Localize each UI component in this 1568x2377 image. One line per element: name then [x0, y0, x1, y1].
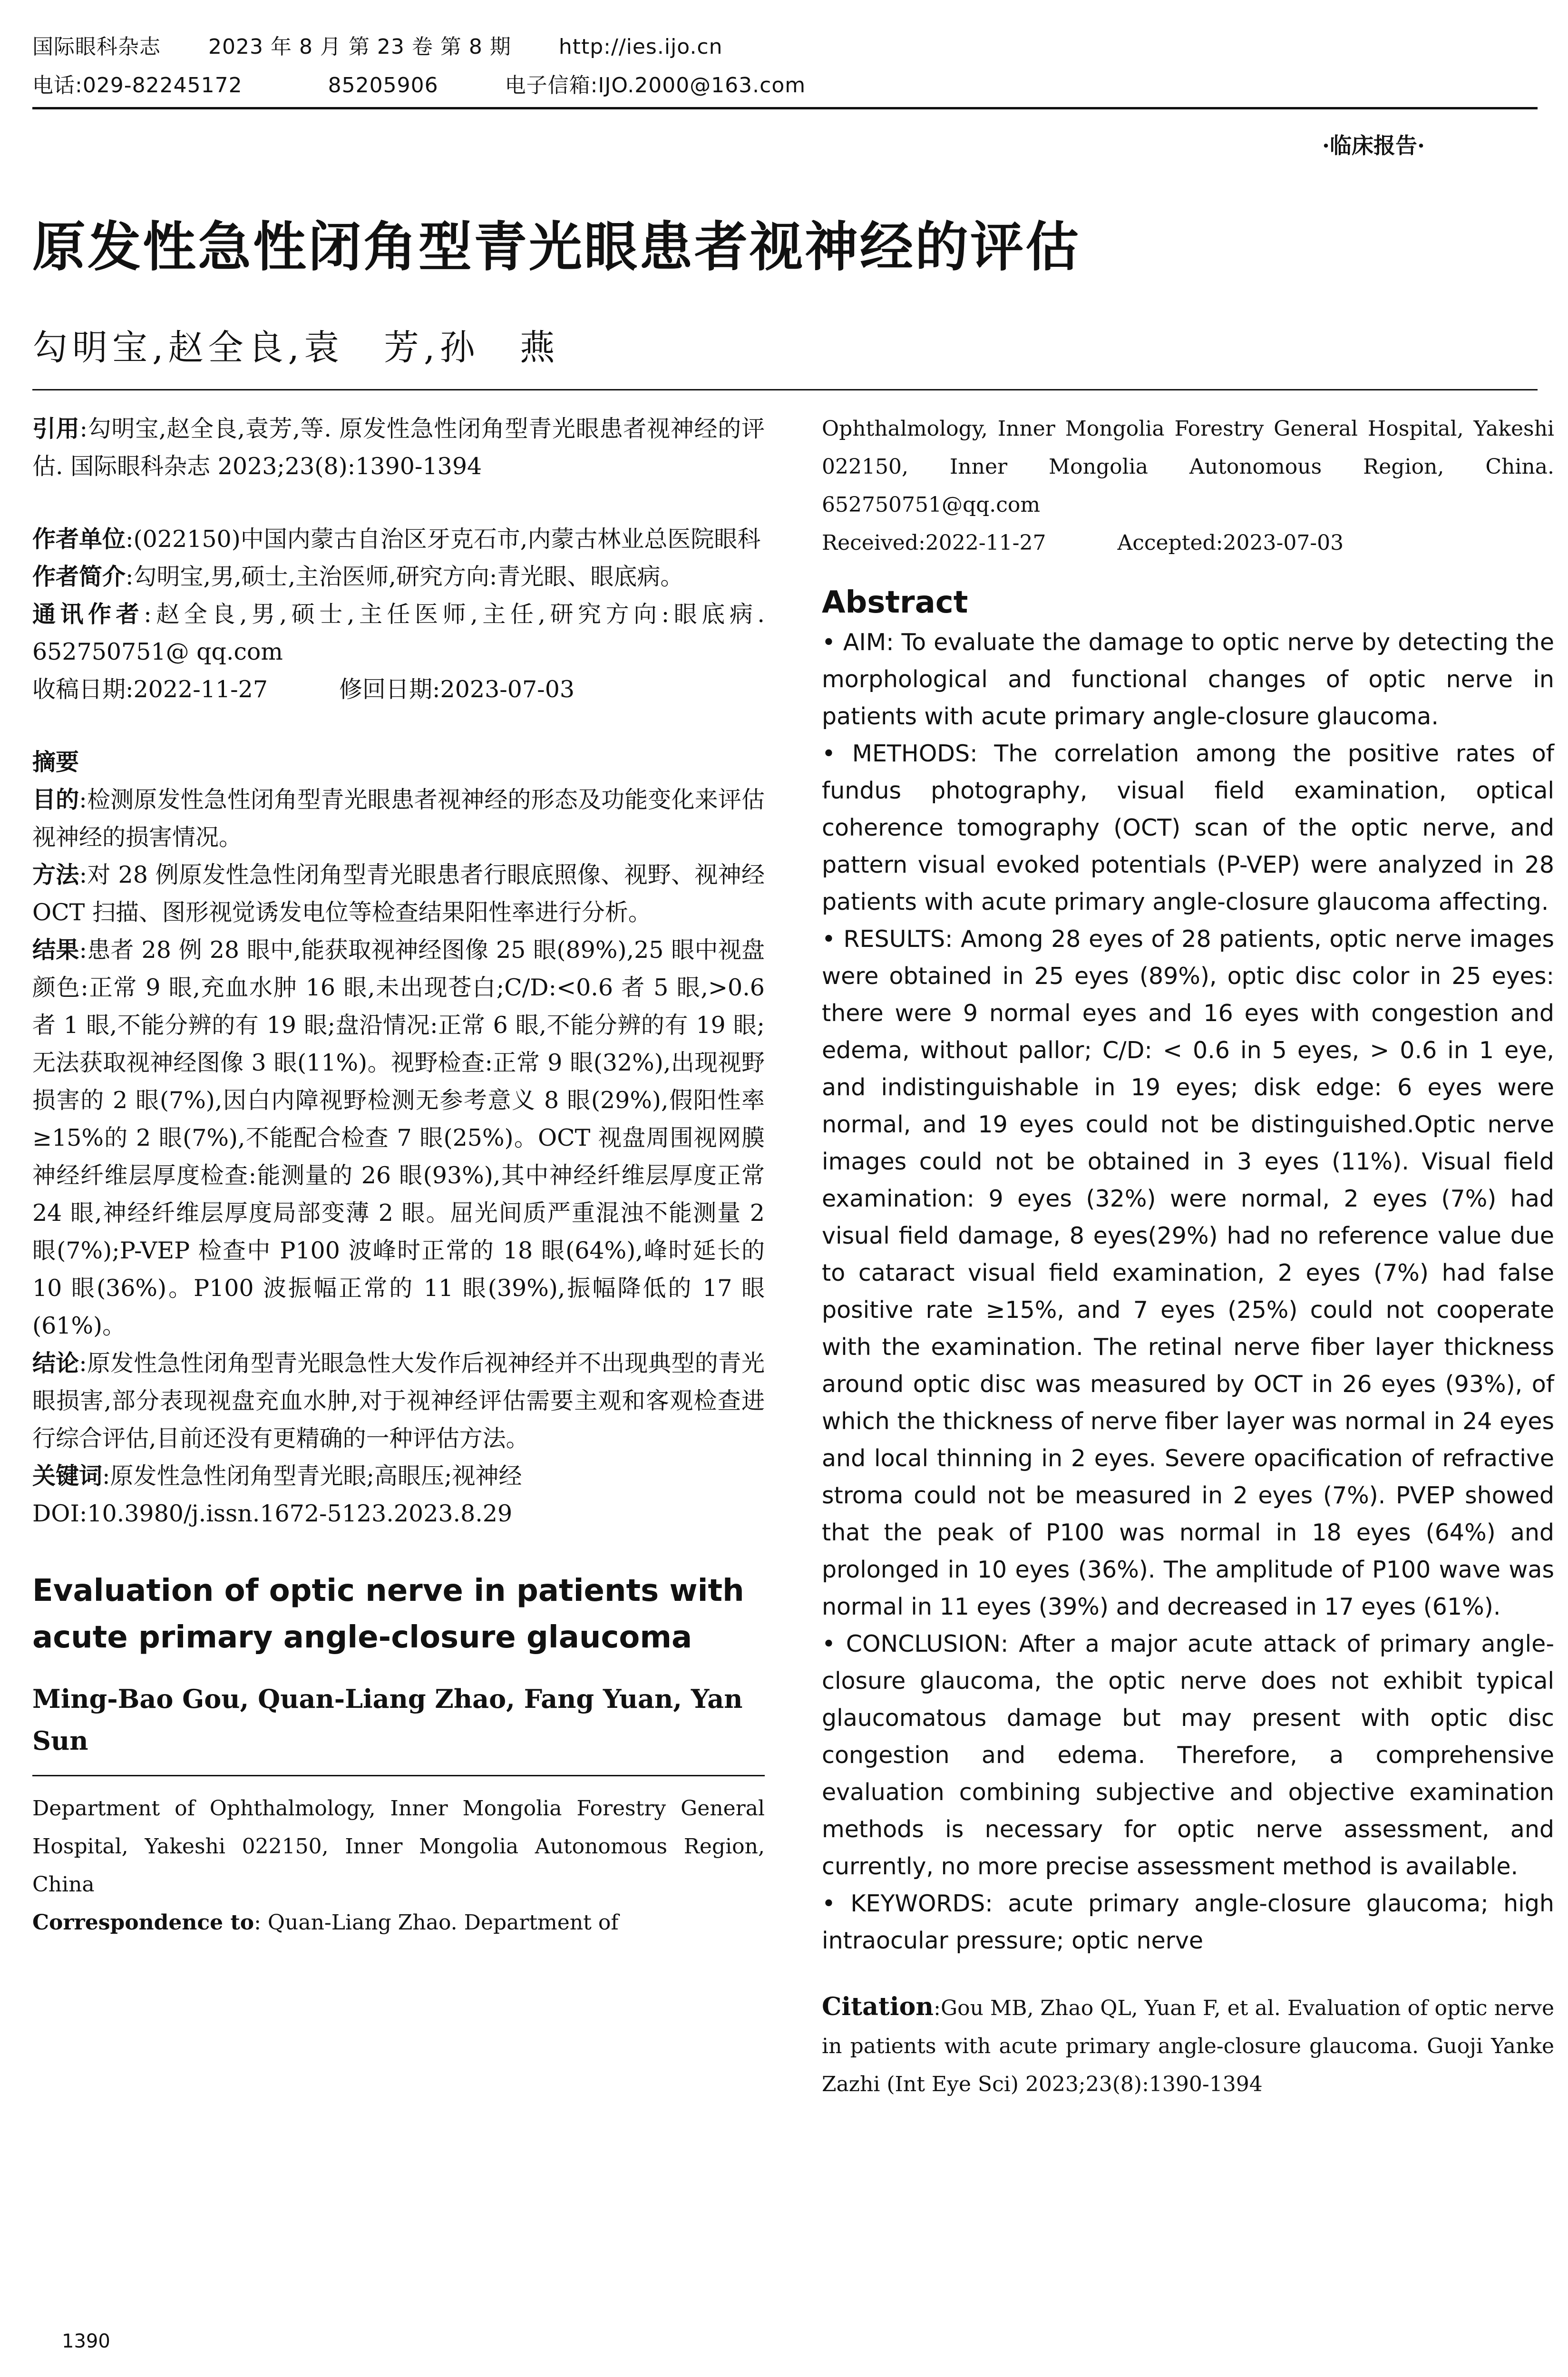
author-unit — [32, 520, 765, 558]
issue-info: 2023 年 8 月 第 23 卷 第 8 期 — [208, 35, 511, 59]
author-bio-label: 作者简介 — [32, 563, 126, 590]
en-accepted: Accepted:2023-07-03 — [1117, 531, 1344, 555]
cn-aim-text: :检测原发性急性闭角型青光眼患者视神经的形态及功能变化来评估视神经的损害情况。 — [32, 786, 765, 851]
author-unit-text: :(022150)中国内蒙古自治区牙克石市,内蒙古林业总医院眼科 — [126, 526, 761, 553]
abstract-methods: • METHODS: The correlation among the positive rates of fundus photography, visual field examination, optical coherence tomography (OCT) scan of the optic nerve, and pattern visual evoked potentials (P-VEP) were analyzed in 28 patients with acute primary angle-closure glaucoma affecting. — [822, 740, 1554, 916]
left-column — [32, 410, 765, 1942]
journal-header-line1 — [32, 29, 723, 60]
article-title: 原发性急性闭角型青光眼患者视神经的评估 — [32, 216, 1081, 278]
section-label: ·临床报告· — [1322, 133, 1425, 158]
cn-conclusion-label: 结论 — [32, 1350, 79, 1377]
page-number: 1390 — [62, 2330, 110, 2352]
english-authors: Ming-Bao Gou, Quan-Liang Zhao, Fang Yuan, Yan Sun — [32, 1684, 743, 1756]
correspondence-en — [32, 1904, 765, 1942]
cn-conclusion-text: :原发性急性闭角型青光眼急性大发作后视神经并不出现典型的青光眼损害,部分表现视盘充血水肿,对于视神经评估需要主观和客观检查进行综合评估,目前还没有更精确的一种评估方法。 — [32, 1350, 765, 1452]
author-unit-label: 作者单位 — [32, 526, 126, 553]
citation-label: Citation — [822, 1992, 934, 2021]
cn-results-label: 结果 — [32, 936, 79, 964]
correspondence-en-label: Correspondence to — [32, 1910, 254, 1935]
journal-email[interactable]: 电子信箱:IJO.2000@163.com — [505, 73, 806, 97]
abstract-heading: Abstract — [822, 585, 968, 620]
cn-results-text: :患者 28 例 28 眼中,能获取视神经图像 25 眼(89%),25 眼中视盘颜色:正常 9 眼,充血水肿 16 眼,未出现苍白;C/D:<0.6 者 5 眼,>0.6 者 1 眼,不能分辨的有 19 眼;盘沿情况:正常 6 眼,不能分辨的有 19 眼;无法获取视神经图像 3 眼(11%)。视野检查:正常 9 眼(32%),出现视野损害的 2 眼(7%),因白内障视野检测无参考意义 8 眼(29%),假阳性率≥15%的 2 眼(7%),不能配合检查 7 眼(25%)。OCT 视盘周围视网膜神经纤维层厚度检查:能测量的 26 眼(93%),其中神经纤维层厚度正常 24 眼,神经纤维层厚度局部变薄 2 眼。屈光间质严重混浊不能测量 2 眼(7%);P-VEP 检查中 P100 波峰时正常的 18 眼(64%),峰时延长的 10 眼(36%)。P100 波振幅正常的 11 眼(39%),振幅降低的 17 眼(61%)。 — [32, 936, 765, 1339]
cn-methods — [32, 856, 765, 931]
doi[interactable]: DOI:10.3980/j.issn.1672-5123.2023.8.29 — [32, 1500, 513, 1527]
abstract-conclusion: • CONCLUSION: After a major acute attack of primary angle-closure glaucoma, the optic nerve does not exhibit typical glaucomatous damage but may present with optic disc congestion and edema. Therefore, a comprehensive evaluation combining subjective and objective examination methods is necessary for optic nerve assessment, and currently, no more precise assessment method is available. — [822, 1630, 1554, 1880]
phone-number-2: 85205906 — [328, 73, 438, 97]
revised-date: 修回日期:2023-07-03 — [339, 676, 575, 703]
cn-dates — [32, 671, 765, 708]
abstract-results: • RESULTS: Among 28 eyes of 28 patients, optic nerve images were obtained in 25 eyes (89%), optic disc color in 25 eyes: there were 9 normal eyes and 16 eyes with congestion and edema, without pallor; C/D: < 0.6 in 5 eyes, > 0.6 in 1 eye, and indistinguishable in 19 eyes; disk edge: 6 eyes were normal, and 19 eyes could not be distinguished.Optic nerve images could not be obtained in 3 eyes (11%). Visual field examination: 9 eyes (32%) were normal, 2 eyes (7%) had visual field damage, 8 eyes(29%) had no reference value due to cataract visual field examination, 2 eyes (7%) had false positive rate ≥15%, and 7 eyes (25%) could not cooperate with the examination. The retinal nerve fiber layer thickness around optic disc was measured by OCT in 26 eyes (93%), of which the thickness of nerve fiber layer was normal in 24 eyes and local thinning in 2 eyes. Severe opacification of refractive stroma could not be measured in 2 eyes (7%). PVEP showed that the peak of P100 was normal in 18 eyes (64%) and prolonged in 10 eyes (36%). The amplitude of P100 wave was normal in 11 eyes (39%) and decreased in 17 eyes (61%). — [822, 925, 1554, 1620]
author-bio-text: :勾明宝,男,硕士,主治医师,研究方向:青光眼、眼底病。 — [126, 563, 684, 590]
cn-methods-text: :对 28 例原发性急性闭角型青光眼患者行眼底照像、视野、视神经 OCT 扫描、图形视觉诱发电位等检查结果阳性率进行分析。 — [32, 861, 765, 926]
author-bio — [32, 558, 765, 595]
citation-text: :Gou MB, Zhao QL, Yuan F, et al. Evaluation of optic nerve in patients with acute primary angle-closure glaucoma. Guoji Yanke Zazhi (Int Eye Sci) 2023;23(8):1390-1394 — [822, 1996, 1554, 2096]
cn-keywords — [32, 1457, 765, 1495]
corresponding-label: 通讯作者 — [32, 601, 144, 628]
cite-text: :勾明宝,赵全良,袁芳,等. 原发性急性闭角型青光眼患者视神经的评估. 国际眼科杂志 2023;23(8):1390-1394 — [32, 415, 765, 480]
english-title: Evaluation of optic nerve in patients with acute primary angle-closure glaucoma — [32, 1573, 744, 1655]
corresponding-text: :赵全良,男,硕士,主任医师,主任,研究方向:眼底病. 652750751@ qq.com — [32, 601, 765, 665]
cn-keywords-label: 关键词 — [32, 1462, 103, 1490]
cn-conclusion — [32, 1344, 765, 1457]
department: Department of Ophthalmology, Inner Mongolia Forestry General Hospital, Yakeshi 022150, Inner Mongolia Autonomous Region, China — [32, 1796, 765, 1897]
abstract-keywords: • KEYWORDS: acute primary angle-closure glaucoma; high intraocular pressure; optic nerve — [822, 1890, 1554, 1954]
en-received: Received:2022-11-27 — [822, 531, 1046, 555]
cn-methods-label: 方法 — [32, 861, 79, 888]
citation-en — [822, 1988, 1554, 2104]
title-rule — [32, 389, 1538, 390]
cn-keywords-text: :原发性急性闭角型青光眼;高眼压;视神经 — [102, 1462, 522, 1490]
cite-paragraph — [32, 410, 765, 485]
correspondence-en-text: : Quan-Liang Zhao. Department of — [254, 1910, 619, 1935]
correspondence-continued: Ophthalmology, Inner Mongolia Forestry General Hospital, Yakeshi 022150, Inner Mongolia Autonomous Region, China. 652750751@qq.com — [822, 417, 1554, 517]
article-authors: 勾明宝,赵全良,袁 芳,孙 燕 — [32, 327, 560, 368]
cn-results — [32, 931, 765, 1344]
right-column — [822, 410, 1554, 2104]
cn-aim — [32, 781, 765, 856]
phone-number: 电话:029-82245172 — [32, 73, 243, 97]
journal-name: 国际眼科杂志 — [32, 35, 161, 59]
abstract-heading-cn-text: 摘要 — [32, 749, 79, 776]
header-rule — [32, 107, 1538, 109]
received-date: 收稿日期:2022-11-27 — [32, 676, 268, 703]
abstract-heading-cn — [32, 743, 765, 781]
cn-aim-label: 目的 — [32, 786, 79, 813]
journal-url[interactable]: http://ies.ijo.cn — [558, 35, 723, 59]
en-dates — [822, 524, 1554, 562]
cite-label: 引用 — [32, 415, 80, 442]
corresponding-author — [32, 595, 765, 671]
abstract-aim: • AIM: To evaluate the damage to optic nerve by detecting the morphological and functional changes of optic nerve in patients with acute primary angle-closure glaucoma. — [822, 629, 1554, 730]
journal-header-line2 — [32, 68, 806, 98]
